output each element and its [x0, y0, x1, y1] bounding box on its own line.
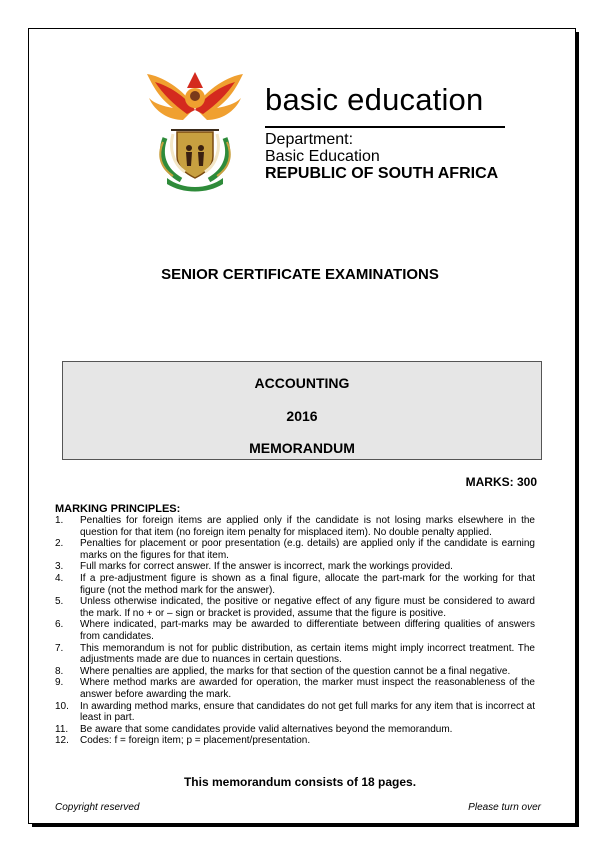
brand-wordmark: basic education	[265, 82, 484, 117]
principle-text: If a pre-adjustment figure is shown as a final figure, allocate the part-mark for the working for that figure (not the method mark for the answer).	[80, 572, 535, 596]
principle-text: Penalties for placement or poor presentation (e.g. details) are applied only if the candidate is earning marks on the figures for that item.	[80, 538, 535, 561]
principle-number: 8.	[55, 665, 64, 677]
principle-item	[55, 666, 535, 678]
principle-number: 3.	[55, 561, 64, 573]
country-name: REPUBLIC OF SOUTH AFRICA	[265, 165, 499, 182]
principle-number: 6.	[55, 619, 64, 631]
footer-turn-over: Please turn over	[468, 802, 541, 813]
brand-underline	[265, 126, 505, 128]
marking-principles-heading: MARKING PRINCIPLES:	[55, 503, 181, 515]
principle-item	[55, 619, 535, 642]
total-marks: MARKS: 300	[465, 475, 537, 489]
department-label: Department:	[265, 131, 354, 148]
principle-number: 11.	[55, 723, 69, 735]
principle-item	[55, 596, 535, 619]
principle-text: Be aware that some candidates provide valid alternatives beyond the memorandum.	[80, 723, 453, 735]
principle-text: Penalties for foreign items are applied only if the candidate is not losing marks elsewhere in the question for that item (no foreign item penalty for misplaced item). No double penalty applied.	[80, 515, 535, 538]
page-count-note: This memorandum consists of 18 pages.	[183, 775, 417, 789]
principle-text: Where indicated, part-marks may be awarded to differentiate between differing qualities of answers from candidates.	[80, 619, 535, 642]
marking-principles-list	[55, 515, 535, 747]
principle-item	[55, 724, 535, 736]
footer-copyright: Copyright reserved	[55, 802, 140, 813]
principle-number: 12.	[55, 735, 69, 747]
principle-item	[55, 538, 535, 561]
principle-text: Where method marks are awarded for operation, the marker must inspect the reasonableness of the answer before awarding the mark.	[80, 677, 535, 700]
principle-item	[55, 643, 535, 666]
principle-text: Where penalties are applied, the marks for that section of the question cannot be a final negative.	[80, 665, 511, 677]
principle-item	[55, 735, 535, 747]
principle-number: 7.	[55, 642, 64, 654]
border-shadow-right	[576, 32, 579, 827]
principle-item	[55, 701, 535, 724]
principle-item	[55, 561, 535, 573]
principle-number: 9.	[55, 677, 64, 689]
department-name: Basic Education	[265, 148, 380, 165]
subject-name: ACCOUNTING	[254, 375, 350, 391]
exam-year: 2016	[286, 408, 318, 424]
principle-item	[55, 573, 535, 596]
principle-number: 4.	[55, 572, 64, 584]
principle-text: This memorandum is not for public distribution, as certain items might imply incorrect treatment. The adjustments made are due to nuances in certain questions.	[80, 642, 535, 666]
coat-of-arms-icon	[143, 68, 247, 192]
principle-text: Codes: f = foreign item; p = placement/presentation.	[80, 735, 311, 747]
subject-box	[62, 361, 542, 460]
principle-number: 10.	[55, 700, 69, 712]
principle-item	[55, 677, 535, 700]
exam-title: SENIOR CERTIFICATE EXAMINATIONS	[161, 266, 439, 283]
principle-item	[55, 515, 535, 538]
document-type: MEMORANDUM	[249, 440, 355, 456]
principle-text: Unless otherwise indicated, the positive or negative effect of any figure must be considered to award the mark. If no + or – sign or bracket is provided, assume that the figure is positive.	[80, 596, 535, 619]
principle-number: 5.	[55, 596, 64, 608]
border-shadow-bottom	[32, 824, 579, 827]
principle-number: 1.	[55, 515, 64, 526]
principle-text: Full marks for correct answer. If the answer is incorrect, mark the workings provided.	[80, 561, 453, 573]
principle-text: In awarding method marks, ensure that candidates do not get full marks for any item that is incorrect at least in part.	[80, 700, 535, 724]
principle-number: 2.	[55, 538, 64, 550]
